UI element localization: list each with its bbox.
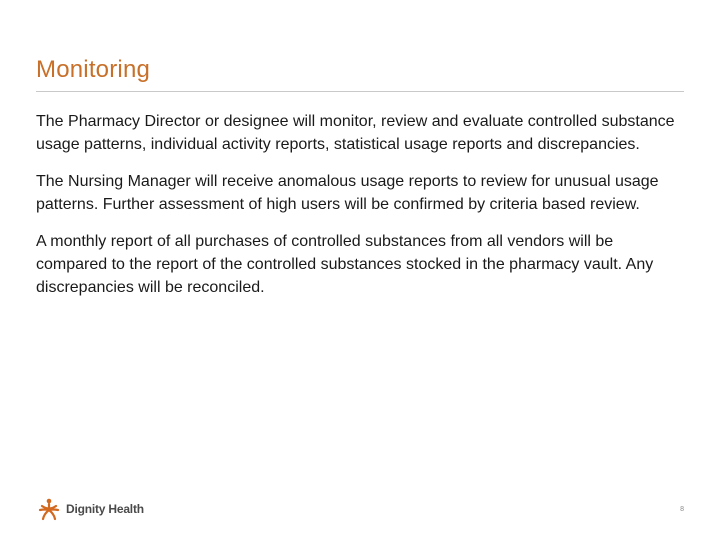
dignity-health-logo-icon [36,496,62,522]
brand-name: Dignity Health [66,502,144,516]
paragraph-2: The Nursing Manager will receive anomalous usage reports to review for unusual usage patterns. Further assessment of high users will be confirmed by criteria based review. [36,173,659,213]
slide-title: Monitoring [36,56,151,83]
page-number: 8 [680,506,684,513]
title-divider [36,91,684,92]
paragraph-3: A monthly report of all purchases of controlled substances from all vendors will be compared to the report of the controlled substances stocked in the pharmacy vault. Any discrepancies will be reconciled. [36,233,654,296]
slide-body [36,110,688,313]
paragraph-1: The Pharmacy Director or designee will monitor, review and evaluate controlled substance usage patterns, individual activity reports, statistical usage reports and discrepancies. [36,113,675,153]
footer-logo [36,496,144,522]
